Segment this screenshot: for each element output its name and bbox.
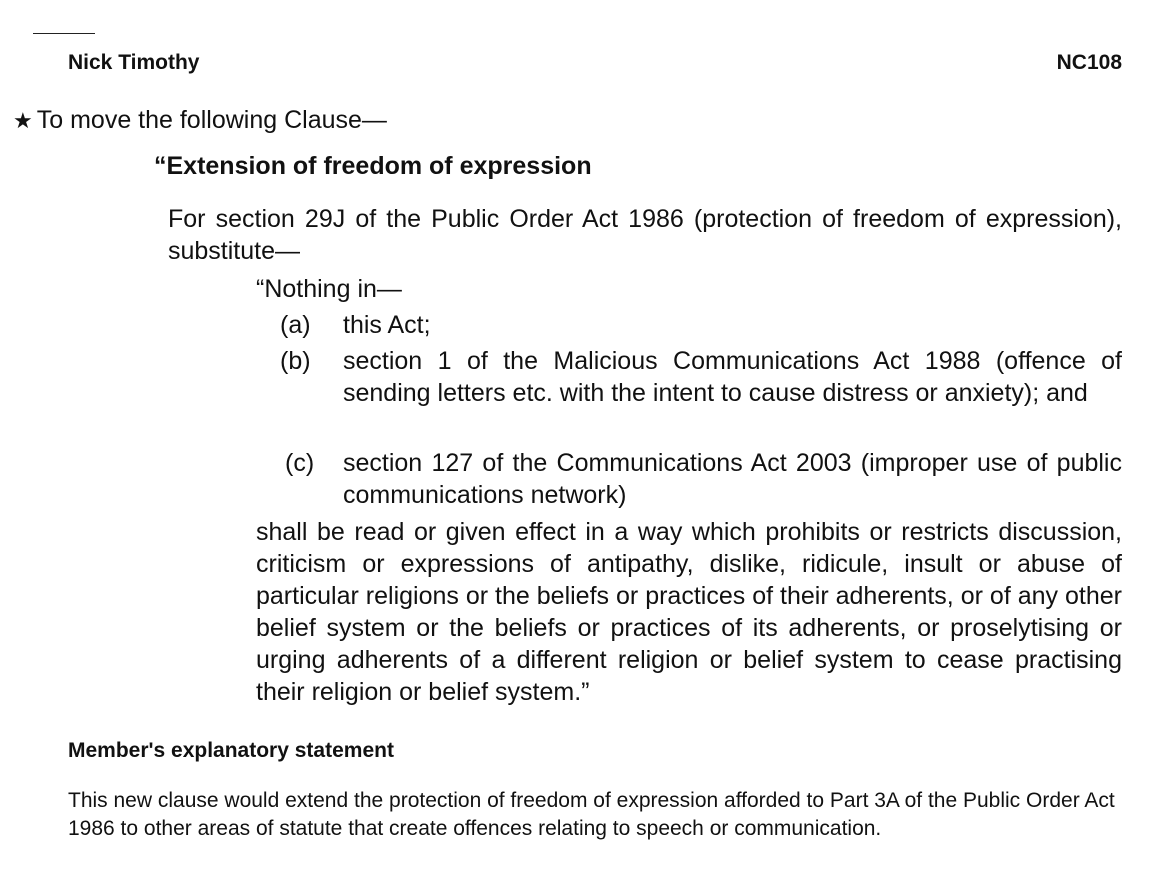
item-label: (b) xyxy=(280,347,311,375)
header-divider xyxy=(33,33,95,34)
star-icon: ★ xyxy=(13,109,33,134)
motion-text: To move the following Clause— xyxy=(36,106,387,134)
item-text: section 127 of the Communications Act 2003 (improper use of public communications network) xyxy=(343,449,1122,509)
item-label: (c) xyxy=(285,449,315,477)
member-name: Nick Timothy xyxy=(68,51,200,74)
motion-line xyxy=(13,106,387,135)
clause-intro: “Nothing in— xyxy=(256,275,402,303)
item-text: section 1 of the Malicious Communications Act 1988 (offence of sending letters etc. with the intent to cause distress or anxiety); and xyxy=(343,347,1122,407)
amendment-reference: NC108 xyxy=(1056,51,1122,74)
item-text: this Act; xyxy=(343,311,431,339)
clause-lead-text: For section 29J of the Public Order Act 1986 (protection of freedom of expression), substitute— xyxy=(168,205,1122,265)
statement-body: This new clause would extend the protection of freedom of expression afforded to Part 3A of the Public Order Act 1986 to other areas of statute that create offences relating to speech or communication. xyxy=(68,789,1115,840)
item-label: (a) xyxy=(280,311,311,339)
statement-heading: Member's explanatory statement xyxy=(68,739,394,762)
clause-closing-text: shall be read or given effect in a way which prohibits or restricts discussion, criticism or expressions of antipathy, dislike, ridicule, insult or abuse of particular religions or the beliefs or practices of their adherents, or of any other belief system or the beliefs or practices of its adherents, or proselytising or urging adherents of a different religion or belief system to cease practising their religion or belief system.” xyxy=(256,518,1122,706)
clause-title: “Extension of freedom of expression xyxy=(154,152,592,180)
